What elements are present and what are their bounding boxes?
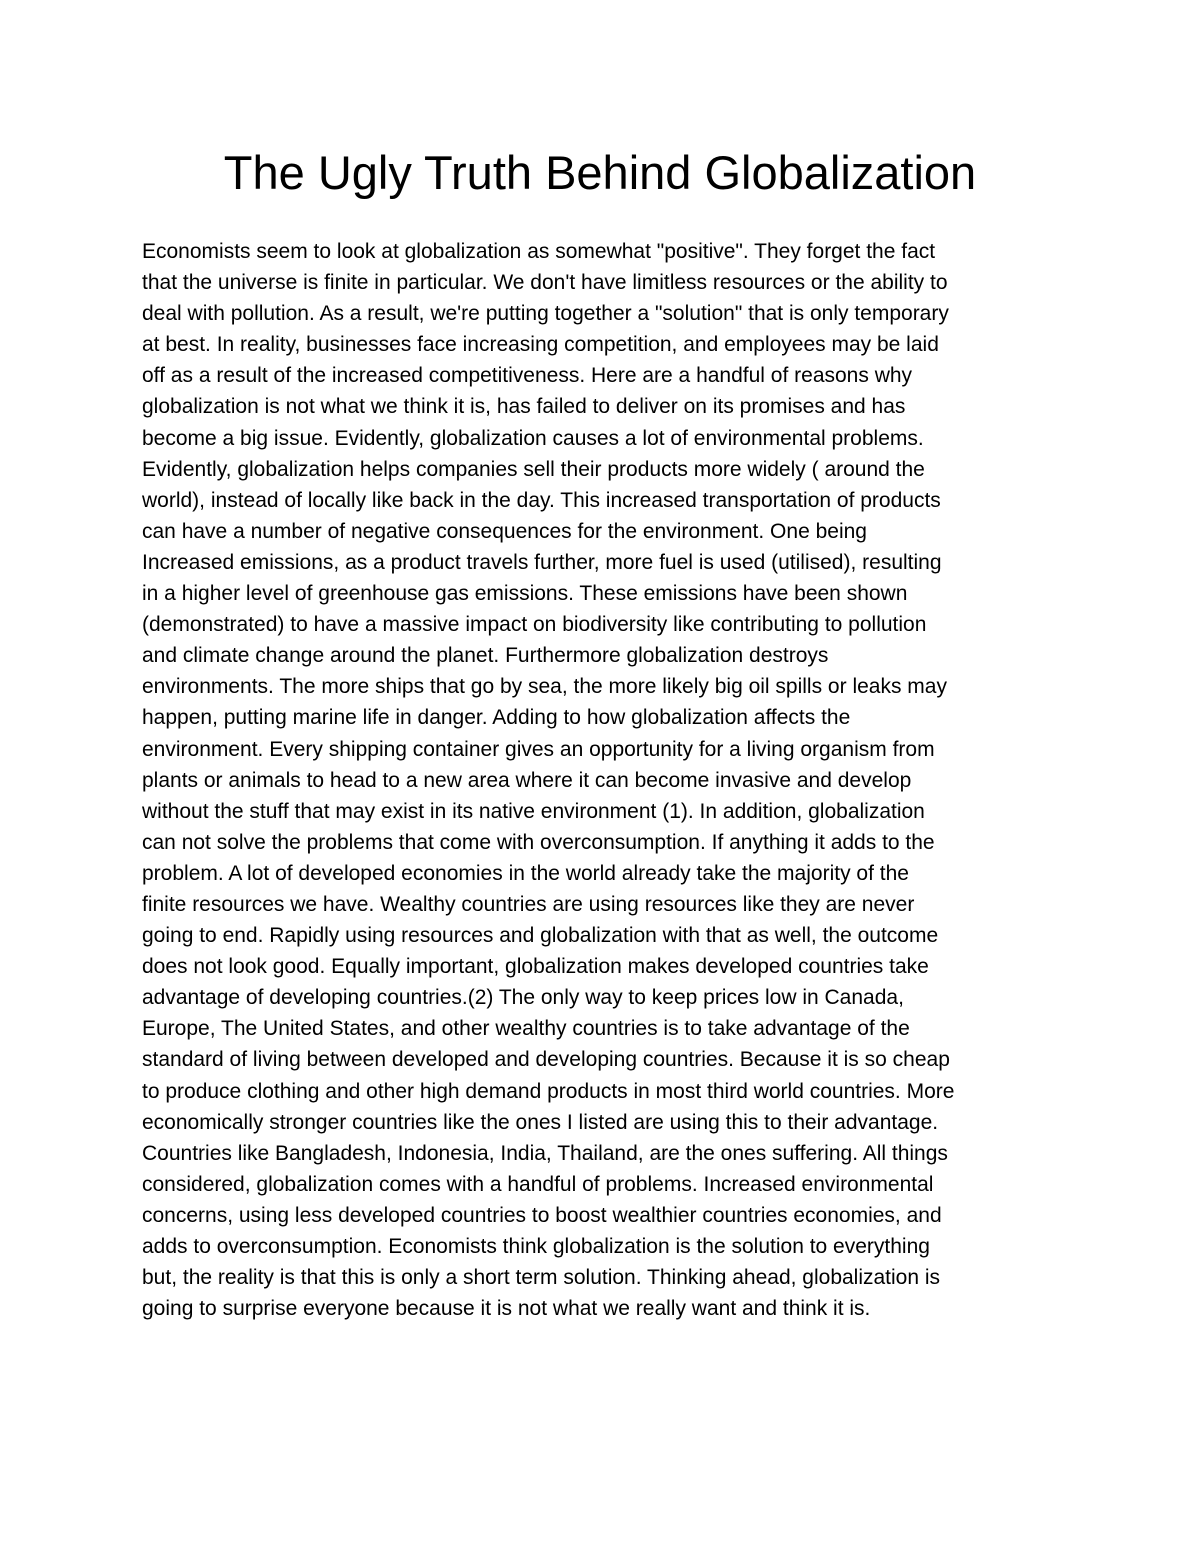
body-text-line: Europe, The United States, and other wealthy countries is to take advantage of the [142,1017,910,1041]
body-text-line: without the stuff that may exist in its native environment (1). In addition, globalization [142,799,925,823]
body-text-line: can not solve the problems that come with overconsumption. If anything it adds to the [142,830,935,854]
body-text-line: deal with pollution. As a result, we're putting together a "solution" that is only temporary [142,302,949,326]
body-text-line: happen, putting marine life in danger. Adding to how globalization affects the [142,706,851,730]
body-text-line: going to surprise everyone because it is not what we really want and think it is. [142,1297,871,1321]
body-text-line: but, the reality is that this is only a short term solution. Thinking ahead, globalization is [142,1266,941,1290]
body-text-line: Evidently, globalization helps companies sell their products more widely ( around the [142,457,925,481]
body-text-line: can have a number of negative consequences for the environment. One being [142,519,867,543]
body-text-line: considered, globalization comes with a handful of problems. Increased environmental [142,1172,934,1196]
body-text-line: off as a result of the increased competitiveness. Here are a handful of reasons why [142,364,913,388]
body-text-line: standard of living between developed and developing countries. Because it is so cheap [142,1048,950,1072]
body-text-line: environments. The more ships that go by sea, the more likely big oil spills or leaks may [142,675,947,699]
document-body [142,236,1082,1324]
body-text-line: to produce clothing and other high demand products in most third world countries. More [142,1079,955,1103]
body-text-line: Countries like Bangladesh, Indonesia, India, Thailand, are the ones suffering. All things [142,1141,948,1165]
body-text-line: (demonstrated) to have a massive impact on biodiversity like contributing to pollution [142,613,927,637]
body-text-line: and climate change around the planet. Furthermore globalization destroys [142,644,829,668]
document-title: The Ugly Truth Behind Globalization [223,146,977,199]
body-text-line: in a higher level of greenhouse gas emissions. These emissions have been shown [142,582,908,606]
body-text-line: plants or animals to head to a new area where it can become invasive and develop [142,768,912,792]
body-text-line: at best. In reality, businesses face increasing competition, and employees may be laid [142,333,939,357]
body-text-line: world), instead of locally like back in the day. This increased transportation of products [142,488,941,512]
body-text-line: adds to overconsumption. Economists think globalization is the solution to everything [142,1235,930,1258]
body-text-line: economically stronger countries like the ones I listed are using this to their advantage. [142,1110,939,1134]
body-text-line: Economists seem to look at globalization as somewhat "positive". They forget the fact [142,240,936,263]
body-text-line: globalization is not what we think it is, has failed to deliver on its promises and has [142,395,906,419]
body-text-line: environment. Every shipping container gives an opportunity for a living organism from [142,737,935,761]
body-text-line: become a big issue. Evidently, globalization causes a lot of environmental problems. [142,426,924,450]
body-text-line: going to end. Rapidly using resources and globalization with that as well, the outcome [142,924,939,948]
body-text-line: problem. A lot of developed economies in the world already take the majority of the [142,861,909,885]
body-text-line: that the universe is finite in particular. We don't have limitless resources or the ability to [142,271,948,295]
body-text-line: advantage of developing countries.(2) The only way to keep prices low in Canada, [142,986,904,1010]
body-text-line: does not look good. Equally important, globalization makes developed countries take [142,955,929,979]
body-text-line: Increased emissions, as a product travels further, more fuel is used (utilised), resulting [142,550,942,574]
body-text-line: finite resources we have. Wealthy countries are using resources like they are never [142,892,915,916]
body-text-line: concerns, using less developed countries to boost wealthier countries economies, and [142,1203,942,1227]
